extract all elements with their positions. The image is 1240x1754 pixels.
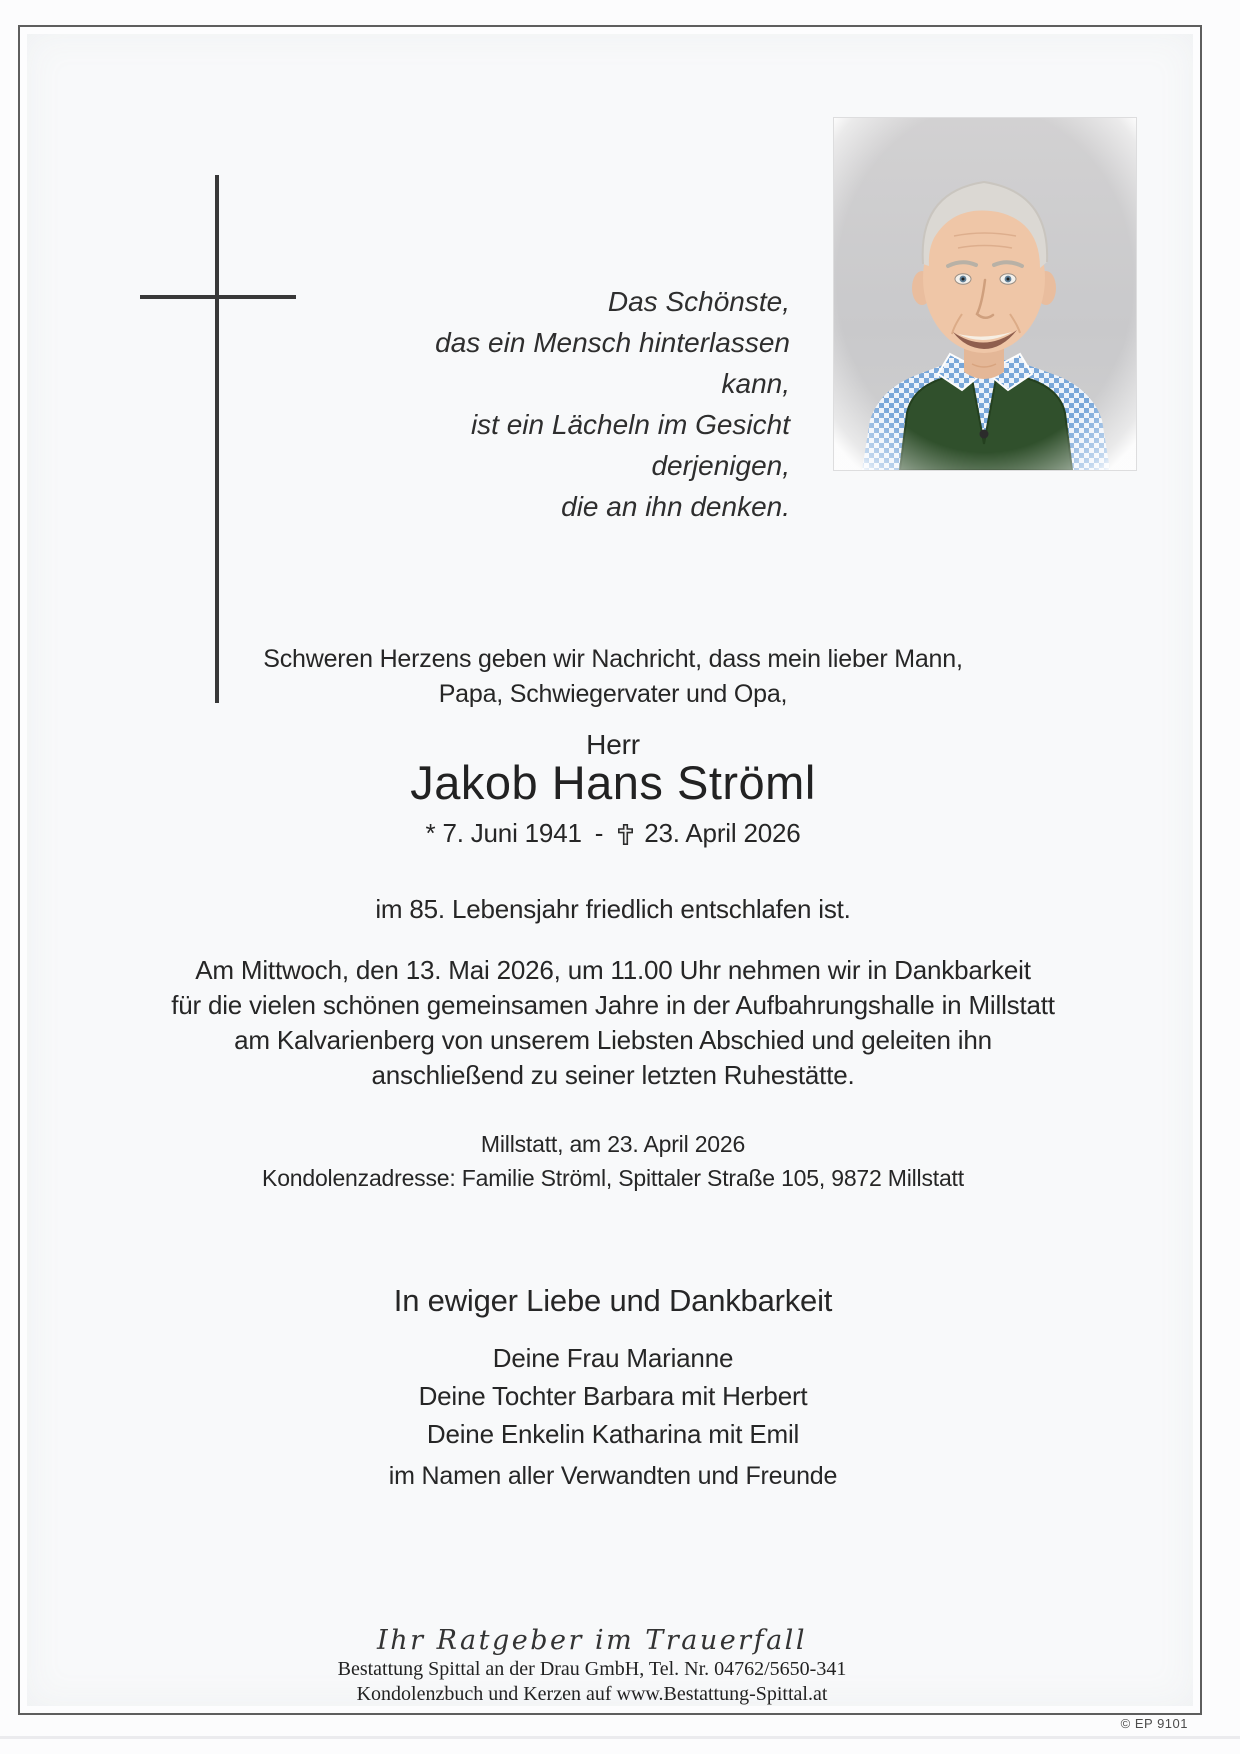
quote-line: die an ihn denken. bbox=[561, 491, 790, 522]
quote-line: das ein Mensch hinterlassen kann, bbox=[435, 327, 790, 399]
mourner: Deine Tochter Barbara mit Herbert bbox=[418, 1381, 808, 1411]
ceremony-line: für die vielen schönen gemeinsamen Jahre in der Aufbahrungshalle in Millstatt bbox=[171, 990, 1055, 1020]
farewell-title: In ewiger Liebe und Dankbarkeit bbox=[393, 1283, 833, 1318]
announcement-line-1: Schweren Herzens geben wir Nachricht, dass mein lieber Mann, bbox=[263, 645, 963, 673]
mourner: Deine Frau Marianne bbox=[492, 1343, 734, 1373]
quote-line: Das Schönste, bbox=[607, 286, 790, 317]
birth-date: * 7. Juni 1941 bbox=[425, 818, 582, 848]
farewell-closing: im Namen aller Verwandten und Freunde bbox=[388, 1462, 838, 1490]
announcement-line-2: Papa, Schwiegervater und Opa, bbox=[438, 680, 788, 708]
salutation: Herr bbox=[586, 729, 640, 760]
funeral-home-company-line: Bestattung Spittal an der Drau GmbH, Tel. Nr. 04762/5650-341 bbox=[337, 1658, 847, 1680]
print-code: © EP 9101 bbox=[1120, 1716, 1188, 1731]
memorial-cross-vertical-bar bbox=[215, 175, 219, 703]
portrait-photo bbox=[833, 117, 1137, 471]
passing-statement: im 85. Lebensjahr friedlich entschlafen ist. bbox=[375, 894, 851, 924]
mourner: Deine Enkelin Katharina mit Emil bbox=[426, 1419, 800, 1449]
ceremony-line: anschließend zu seiner letzten Ruhestätte. bbox=[371, 1060, 855, 1090]
quote-line: ist ein Lächeln im Gesicht derjenigen, bbox=[470, 409, 790, 481]
date-separator: - bbox=[594, 818, 604, 848]
life-dates bbox=[26, 818, 1200, 852]
portrait-illustration bbox=[834, 118, 1136, 470]
scan-edge-artifact bbox=[0, 1736, 1240, 1739]
memorial-cross-horizontal-bar bbox=[140, 295, 296, 299]
death-cross-icon bbox=[618, 821, 633, 852]
deceased-name: Jakob Hans Ströml bbox=[410, 756, 816, 809]
death-date: 23. April 2026 bbox=[644, 818, 801, 848]
ceremony-line: Am Mittwoch, den 13. Mai 2026, um 11.00 Uhr nehmen wir in Dankbarkeit bbox=[195, 955, 1031, 985]
ceremony-line: am Kalvarienberg von unserem Liebsten Abschied und geleiten ihn bbox=[234, 1025, 992, 1055]
memorial-quote bbox=[360, 281, 790, 527]
place-and-date: Millstatt, am 23. April 2026 bbox=[480, 1131, 746, 1157]
condolence-address: Kondolenzadresse: Familie Ströml, Spittaler Straße 105, 9872 Millstatt bbox=[262, 1165, 964, 1191]
funeral-home-slogan: Ihr Ratgeber im Trauerfall bbox=[377, 1625, 807, 1656]
funeral-home-online-line: Kondolenzbuch und Kerzen auf www.Bestattung-Spittal.at bbox=[356, 1683, 828, 1705]
